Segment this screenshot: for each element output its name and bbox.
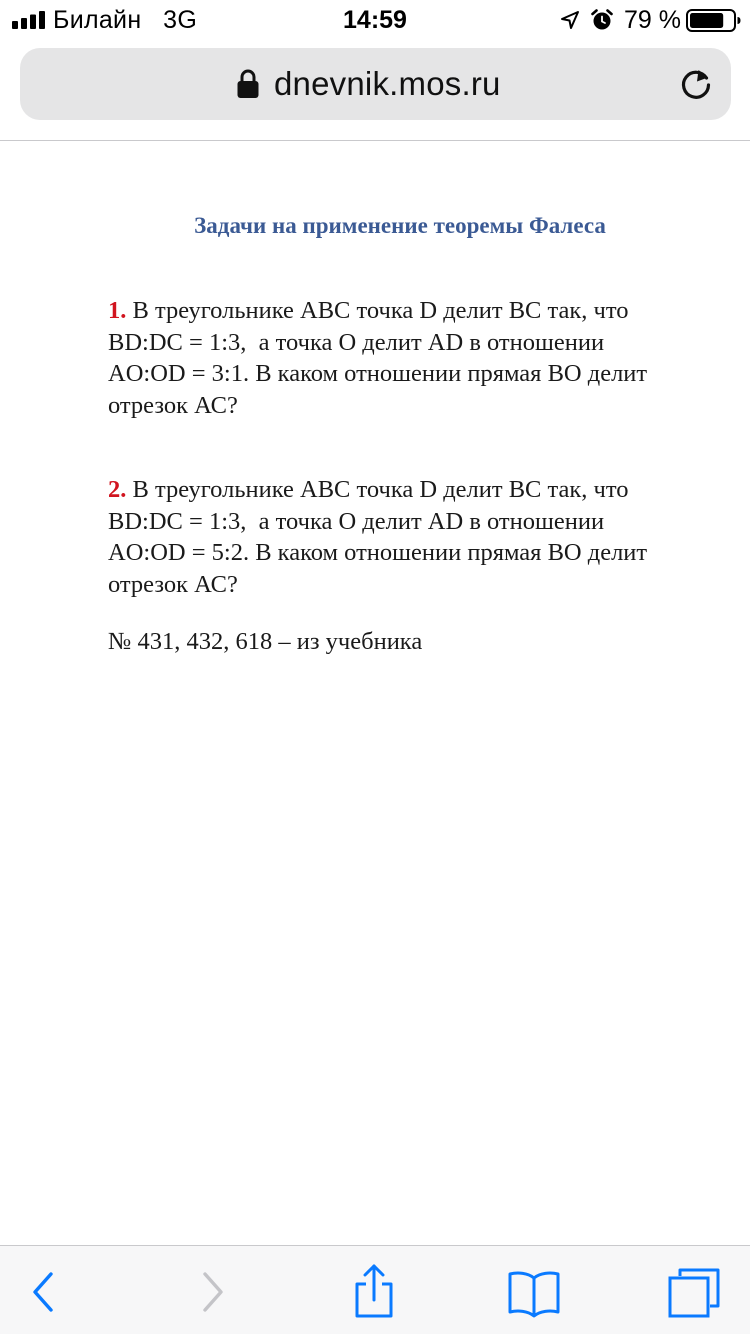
status-time: 14:59	[343, 6, 407, 34]
address-bar[interactable]	[20, 48, 731, 120]
textbook-reference: № 431, 432, 618 – из учебника	[108, 628, 423, 655]
bookmarks-icon[interactable]	[504, 1264, 564, 1320]
task-line: AO:OD = 3:1. В каком отношении прямая ВО делит	[108, 360, 648, 387]
task-line: BD:DC = 1:3, а точка О делит AD в отношении	[108, 328, 605, 356]
task-line: отрезок АС?	[108, 570, 238, 598]
battery-icon	[686, 9, 742, 32]
forward-icon[interactable]	[182, 1264, 242, 1320]
task-number: 1.	[108, 297, 127, 324]
status-bar	[0, 0, 750, 40]
task-line: отрезок АС?	[108, 391, 238, 419]
battery-fill	[690, 13, 723, 28]
location-arrow-icon	[560, 10, 580, 30]
task-1	[108, 295, 708, 421]
task-number: 2.	[108, 476, 127, 503]
task-line: AO:OD = 5:2. В каком отношении прямая ВО делит	[108, 539, 648, 566]
task-line	[108, 295, 708, 327]
share-icon[interactable]	[344, 1264, 404, 1320]
task-2	[108, 474, 708, 600]
task-text: В треугольнике АВС точка D делит ВС так, что	[126, 297, 629, 324]
task-line: BD:DC = 1:3, а точка О делит AD в отношении	[108, 507, 605, 535]
url-text[interactable]: dnevnik.mos.ru	[274, 65, 501, 102]
carrier-label: Билайн 3G	[53, 6, 198, 34]
task-text: В треугольнике АВС точка D делит ВС так, что	[126, 476, 629, 503]
reload-icon[interactable]	[678, 66, 714, 102]
battery-percent: 79 %	[624, 6, 681, 34]
browser-toolbar	[0, 1245, 750, 1334]
tabs-icon[interactable]	[664, 1264, 724, 1320]
task-line	[108, 474, 708, 506]
back-icon[interactable]	[14, 1264, 74, 1320]
alarm-clock-icon	[590, 8, 614, 32]
document-title: Задачи на применение теоремы Фалеса	[194, 213, 606, 238]
lock-icon	[236, 68, 260, 100]
document-page	[0, 141, 750, 1246]
